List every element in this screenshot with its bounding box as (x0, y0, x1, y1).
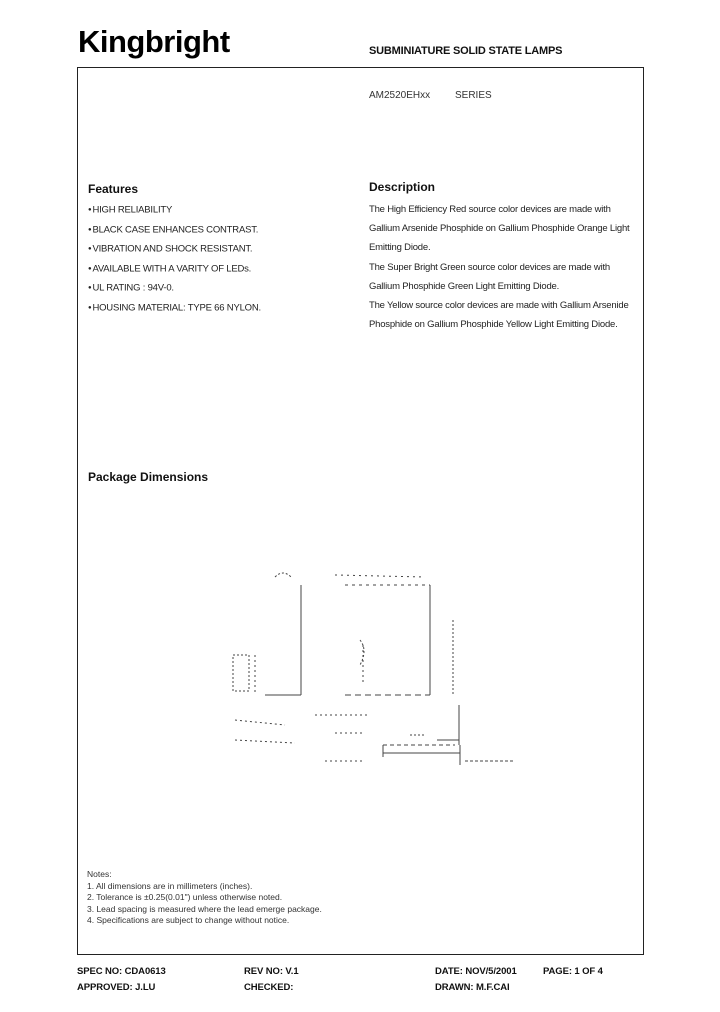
description-paragraph: The Yellow source color devices are made with Gallium Arsenide Phosphide on Gallium Phosphide Yellow Light Emitting Diode. (369, 300, 629, 331)
kingbright-logo: Kingbright (78, 24, 230, 59)
feature-item: ● AVAILABLE WITH A VARITY OF LEDs. (88, 263, 348, 283)
feature-item: ● UL RATING : 94V-0. (88, 282, 348, 302)
note-item: 1. All dimensions are in millimeters (inches). (87, 880, 253, 891)
feature-item: ● VIBRATION AND SHOCK RESISTANT. (88, 243, 348, 263)
document-title: SUBMINIATURE SOLID STATE LAMPS (369, 45, 563, 57)
feature-item: ● BLACK CASE ENHANCES CONTRAST. (88, 224, 348, 244)
note-item: 4. Specifications are subject to change without notice. (87, 915, 290, 926)
description-paragraph: The High Efficiency Red source color devices are made with Gallium Arsenide Phosphide on Gallium Phosphide Orange Light Emitting Diode. (369, 204, 630, 254)
approved-by: APPROVED: J.LU (77, 982, 156, 993)
feature-item: ● HOUSING MATERIAL: TYPE 66 NYLON. (88, 302, 348, 322)
note-item: 3. Lead spacing is measured where the lead emerge package. (87, 903, 322, 914)
feature-item: ● HIGH RELIABILITY (88, 204, 348, 224)
notes-block (87, 869, 387, 927)
package-dimension-drawing (215, 565, 520, 775)
date-field: DATE: NOV/5/2001 (435, 966, 517, 977)
checked-by: CHECKED: (244, 982, 294, 993)
features-list (88, 204, 348, 322)
part-number: AM2520EHxx (369, 90, 431, 101)
notes-title: Notes: (87, 869, 112, 879)
series-label: SERIES (455, 90, 492, 101)
features-heading: Features (88, 182, 139, 196)
page-number: PAGE: 1 OF 4 (543, 966, 603, 977)
description-paragraph: The Super Bright Green source color devices are made with Gallium Phosphide Green Light Emitting Diode. (369, 261, 610, 292)
package-dimensions-heading: Package Dimensions (88, 470, 209, 484)
spec-number: SPEC NO: CDA0613 (77, 966, 166, 977)
description-body (369, 200, 637, 334)
note-item: 2. Tolerance is ±0.25(0.01") unless otherwise noted. (87, 892, 283, 903)
description-heading: Description (369, 180, 436, 194)
drawn-by: DRAWN: M.F.CAI (435, 982, 510, 993)
revision-number: REV NO: V.1 (244, 966, 299, 977)
